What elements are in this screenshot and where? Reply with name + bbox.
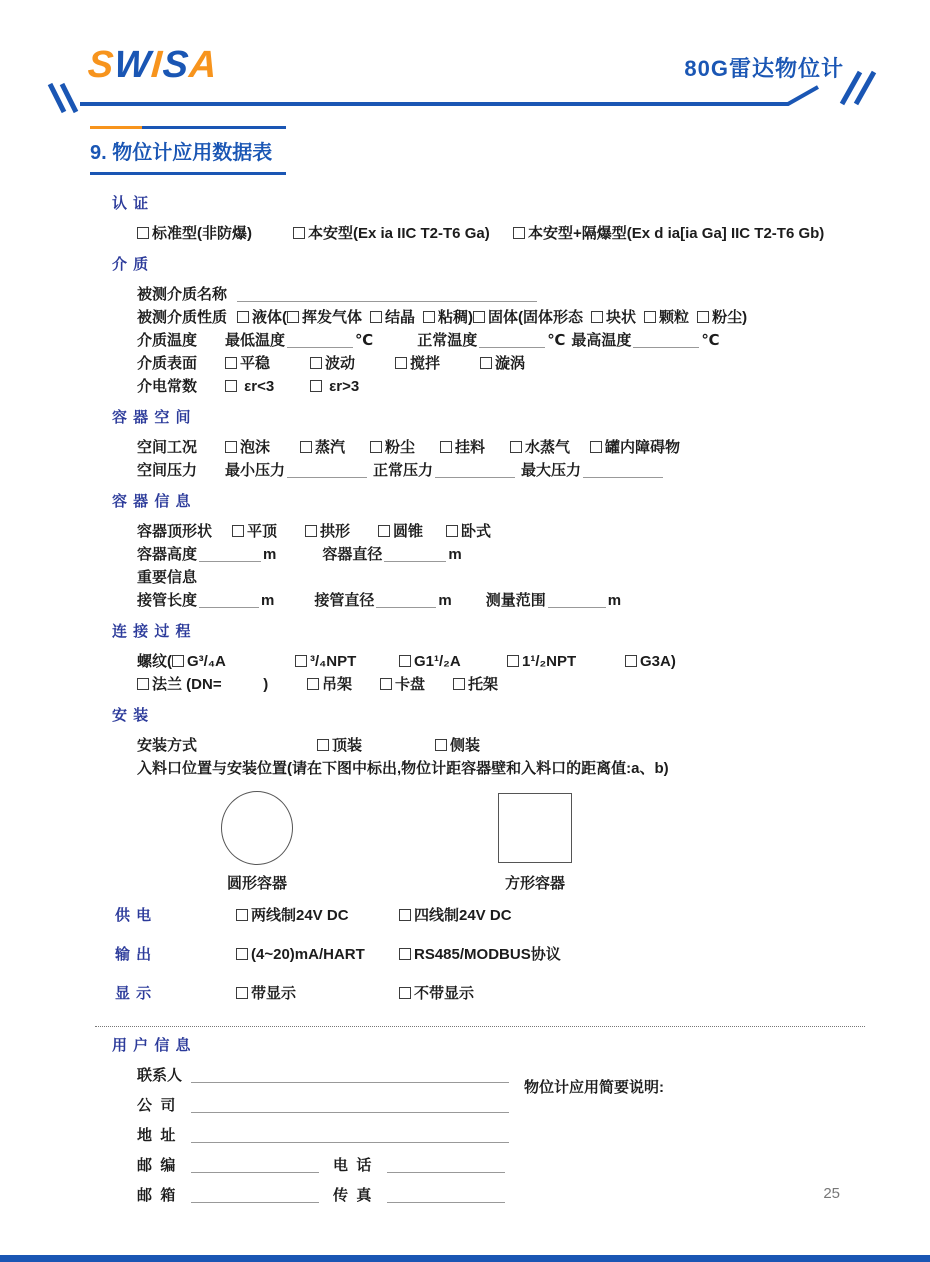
row-label: 安装方式 [137, 737, 198, 754]
checkbox-option [370, 436, 432, 459]
checkbox-option [287, 306, 362, 329]
field-text: 传 真 [333, 1187, 372, 1204]
blank-field [387, 1157, 505, 1173]
form-row [137, 283, 930, 306]
option-label: 吊架 [322, 676, 353, 693]
checkbox-option [237, 306, 287, 329]
checkbox [507, 655, 519, 667]
option-label: εr<3 [240, 378, 275, 395]
option-label: 粉尘) [712, 309, 748, 326]
option-label: 液体( [252, 309, 287, 326]
form-row [137, 520, 930, 543]
row-label: 介电常数 [137, 378, 198, 395]
section-label: 连 接 过 程 [112, 623, 192, 640]
checkbox [590, 441, 602, 453]
field-text: 电 话 [333, 1157, 372, 1174]
row-label: 容器顶形状 [137, 523, 213, 540]
row-label: 被测介质名称 [137, 286, 228, 303]
option-label: 拱形 [320, 523, 351, 540]
checkbox-option [399, 650, 499, 673]
field-text: ℃ [701, 332, 720, 349]
option-label: 波动 [325, 355, 356, 372]
checkbox-option [317, 734, 427, 757]
form-row [137, 757, 930, 780]
checkbox [399, 987, 411, 999]
checkbox [399, 909, 411, 921]
checkbox-option [510, 436, 582, 459]
form-row [137, 1184, 512, 1207]
form-row [137, 329, 930, 352]
field-text: ℃ [547, 332, 566, 349]
checkbox [370, 311, 382, 323]
section-medium [112, 256, 930, 398]
user-info-fields [112, 1064, 512, 1207]
application-note-label: 物位计应用简要说明: [524, 1079, 664, 1096]
checkbox-option [378, 520, 438, 543]
section-label: 认 证 [112, 195, 150, 212]
blank-field [191, 1187, 319, 1203]
blank-field [435, 462, 515, 478]
field-text: m [448, 546, 462, 563]
checkbox [300, 441, 312, 453]
checkbox-option [480, 352, 525, 375]
field-text: 邮 箱 [137, 1187, 176, 1204]
option-label: 不带显示 [414, 985, 475, 1002]
field-text: 螺纹( [137, 653, 172, 670]
checkbox-option [399, 982, 474, 1005]
option-label: 平稳 [240, 355, 271, 372]
row-label: 介质温度 [137, 332, 198, 349]
option-label: 粉尘 [385, 439, 416, 456]
checkbox-option [137, 673, 299, 696]
section-label: 容 器 空 间 [112, 409, 192, 426]
checkbox [399, 655, 411, 667]
form-row [137, 375, 930, 398]
checkbox [591, 311, 603, 323]
section-container-space [112, 409, 930, 482]
blank-field [191, 1067, 509, 1083]
checkbox-option [236, 943, 391, 966]
form-row [137, 1064, 512, 1087]
checkbox-option [399, 943, 561, 966]
checkbox [317, 739, 329, 751]
field-text: m [607, 592, 622, 609]
option-label: 泡沫 [240, 439, 271, 456]
form-row [137, 436, 930, 459]
checkbox-option [453, 673, 498, 696]
checkbox [236, 987, 248, 999]
section-label: 输 出 [115, 946, 153, 963]
checkbox [307, 678, 319, 690]
form-row [137, 306, 930, 329]
checkbox-option [380, 673, 445, 696]
option-label: εr>3 [325, 378, 360, 395]
checkbox-option [236, 904, 391, 927]
circle-container-label: 圆形容器 [226, 875, 287, 892]
checkbox-option [507, 650, 617, 673]
form-row [137, 650, 930, 673]
checkbox-option [232, 520, 297, 543]
checkbox [293, 227, 305, 239]
circle-container-block [215, 791, 299, 893]
checkbox-option [236, 982, 391, 1005]
checkbox [378, 525, 390, 537]
checkbox-option [225, 352, 302, 375]
checkbox [225, 357, 237, 369]
application-data-form [0, 195, 930, 1207]
square-container-label: 方形容器 [504, 875, 565, 892]
blank-field [387, 1187, 505, 1203]
checkbox-option [473, 306, 583, 329]
checkbox-option [310, 375, 359, 398]
blank-field [199, 546, 261, 562]
title-rule-blue-segment [142, 126, 286, 129]
option-label: 块状 [606, 309, 637, 326]
section-container-info [112, 493, 930, 612]
checkbox [380, 678, 392, 690]
checkbox [480, 357, 492, 369]
blank-field [548, 592, 606, 608]
checkbox-option [300, 436, 362, 459]
blank-field [384, 546, 446, 562]
checkbox-option [370, 306, 415, 329]
logo-letter: I [149, 44, 165, 86]
checkbox [395, 357, 407, 369]
checkbox-option [644, 306, 689, 329]
logo-letter: A [187, 44, 220, 86]
square-container-block [493, 791, 577, 893]
field-text: 正常温度 [417, 332, 478, 349]
option-label: 结晶 [385, 309, 416, 326]
row-label: 被测介质性质 [137, 309, 228, 326]
checkbox-option [697, 306, 747, 329]
option-label: G3A) [640, 653, 676, 670]
form-row [137, 566, 930, 589]
form-row [115, 943, 930, 973]
row-label: 介质表面 [137, 355, 198, 372]
checkbox [513, 227, 525, 239]
checkbox-option [307, 673, 372, 696]
title-rule-orange-segment [90, 126, 142, 129]
option-label: 顶装 [332, 737, 363, 754]
checkbox [423, 311, 435, 323]
blank-field [199, 592, 259, 608]
checkbox-option [225, 375, 302, 398]
option-label: 侧装 [450, 737, 481, 754]
checkbox [295, 655, 307, 667]
checkbox [435, 739, 447, 751]
blank-field [479, 332, 545, 348]
logo-letter: W [112, 44, 153, 86]
checkbox-option [395, 352, 472, 375]
blank-field [191, 1127, 509, 1143]
field-text: 重要信息 [137, 569, 198, 586]
checkbox [399, 948, 411, 960]
blank-field [633, 332, 699, 348]
checkbox-option [293, 222, 505, 245]
checkbox-option [423, 306, 473, 329]
blank-field [376, 592, 436, 608]
square-container-diagram [498, 793, 572, 863]
checkbox-option [625, 650, 676, 673]
section-display [112, 982, 930, 1012]
option-label: 水蒸气 [525, 439, 571, 456]
option-label: 罐内障碍物 [605, 439, 681, 456]
option-label: 两线制24V DC [251, 907, 349, 924]
option-label: ³/₄NPT [310, 653, 357, 670]
title-rule-top [90, 126, 286, 129]
field-text: ℃ [355, 332, 374, 349]
option-label: 搅拌 [410, 355, 441, 372]
title-rule-bottom [90, 172, 286, 175]
container-diagrams [112, 791, 930, 893]
checkbox [440, 441, 452, 453]
checkbox [446, 525, 458, 537]
checkbox-option [305, 520, 370, 543]
option-label: 本安型(Ex ia IIC T2-T6 Ga) [308, 225, 490, 242]
blank-field [237, 286, 537, 302]
checkbox [625, 655, 637, 667]
field-text: 邮 编 [137, 1157, 176, 1174]
field-text: 容器直径 [322, 546, 383, 563]
option-label: 四线制24V DC [414, 907, 512, 924]
checkbox [305, 525, 317, 537]
form-row [137, 1154, 512, 1177]
checkbox [137, 227, 149, 239]
checkbox-option [446, 520, 491, 543]
checkbox [225, 380, 237, 392]
checkbox [697, 311, 709, 323]
checkbox [172, 655, 184, 667]
blank-field [191, 1157, 319, 1173]
form-row [137, 673, 930, 696]
form-row [137, 1094, 512, 1117]
footer-bar [0, 1255, 930, 1262]
section-title-block [90, 126, 286, 175]
blank-field [287, 332, 353, 348]
section-label: 供 电 [115, 907, 153, 924]
field-text: 测量范围 [485, 592, 546, 609]
form-row [115, 904, 930, 934]
form-row [115, 982, 930, 1012]
checkbox-option [172, 650, 287, 673]
page-title: 9. 物位计应用数据表 [90, 142, 273, 164]
checkbox [473, 311, 485, 323]
checkbox-option [591, 306, 636, 329]
field-text: 最低温度 [225, 332, 286, 349]
option-label: (4~20)mA/HART [251, 946, 365, 963]
option-label: 颗粒 [659, 309, 690, 326]
form-row [137, 352, 930, 375]
checkbox-option [590, 436, 680, 459]
option-label: G1¹/₂A [414, 653, 461, 670]
doc-title: 80G雷达物位计 [684, 56, 844, 81]
checkbox [225, 441, 237, 453]
blank-field [191, 1097, 509, 1113]
checkbox [453, 678, 465, 690]
option-label: 漩涡 [495, 355, 526, 372]
section-label: 介 质 [112, 256, 150, 273]
checkbox [287, 311, 299, 323]
option-label: 平顶 [247, 523, 278, 540]
option-label: 1¹/₂NPT [522, 653, 577, 670]
option-label: 固体(固体形态 [488, 309, 584, 326]
option-label: 挂料 [455, 439, 486, 456]
checkbox-option [310, 352, 387, 375]
option-label: 标准型(非防爆) [152, 225, 252, 242]
checkbox-option [225, 436, 292, 459]
option-label: 蒸汽 [315, 439, 346, 456]
checkbox [236, 948, 248, 960]
field-text: 接管长度 [137, 592, 198, 609]
user-info-columns [112, 1064, 930, 1207]
section-user-info [112, 1037, 930, 1207]
form-row [137, 1124, 512, 1147]
field-text: m [261, 592, 275, 609]
header-rule [0, 0, 930, 125]
option-label: RS485/MODBUS协议 [414, 946, 561, 963]
row-label: 空间工况 [137, 439, 198, 456]
checkbox [644, 311, 656, 323]
blank-field [287, 462, 367, 478]
section-installation [112, 707, 930, 893]
row-label: 空间压力 [137, 462, 198, 479]
field-text: m [263, 546, 277, 563]
blank-field [583, 462, 663, 478]
checkbox [510, 441, 522, 453]
checkbox-option [435, 734, 480, 757]
field-text: 正常压力 [373, 462, 434, 479]
field-text: 最小压力 [225, 462, 286, 479]
form-row [137, 589, 930, 612]
field-text: 联系人 [137, 1067, 183, 1084]
dotted-divider [95, 1026, 865, 1027]
section-process-connection [112, 623, 930, 696]
checkbox [310, 357, 322, 369]
option-label: 本安型+隔爆型(Ex d ia[ia Ga] IIC T2-T6 Gb) [528, 225, 825, 242]
page-number: 25 [823, 1185, 840, 1202]
section-certification [112, 195, 930, 245]
option-label: 圆锥 [393, 523, 424, 540]
section-label: 用 户 信 息 [112, 1037, 192, 1054]
form-row [137, 543, 930, 566]
circle-container-diagram [221, 791, 293, 865]
checkbox [137, 678, 149, 690]
field-text: 入料口位置与安装位置(请在下图中标出,物位计距容器壁和入料口的距离值:a、b) [137, 760, 669, 777]
section-output [112, 943, 930, 973]
section-label: 安 装 [112, 707, 150, 724]
form-row [137, 459, 930, 482]
checkbox-option [440, 436, 502, 459]
logo-letter: S [161, 44, 191, 86]
checkbox-option [399, 904, 512, 927]
checkbox-option [137, 222, 285, 245]
checkbox [232, 525, 244, 537]
option-label: 托架 [468, 676, 499, 693]
section-label: 显 示 [115, 985, 153, 1002]
option-label: 粘稠) [438, 309, 474, 326]
option-label: 卡盘 [395, 676, 426, 693]
checkbox [370, 441, 382, 453]
logo-letter: S [86, 44, 116, 86]
field-text: 最大压力 [521, 462, 582, 479]
checkbox-option [513, 222, 824, 245]
field-text: 接管直径 [314, 592, 375, 609]
field-text: 公 司 [137, 1097, 176, 1114]
field-text: m [438, 592, 452, 609]
checkbox [310, 380, 322, 392]
option-label: 卧式 [461, 523, 492, 540]
field-text: 容器高度 [137, 546, 198, 563]
option-label: 带显示 [251, 985, 297, 1002]
section-label: 容 器 信 息 [112, 493, 192, 510]
option-label: G³/₄A [187, 653, 226, 670]
field-text: 地 址 [137, 1127, 176, 1144]
form-row [137, 734, 930, 757]
option-label: 挥发气体 [302, 309, 363, 326]
checkbox [237, 311, 249, 323]
checkbox [236, 909, 248, 921]
option-label: 法兰 (DN= ) [152, 676, 269, 693]
form-row [137, 222, 930, 245]
section-power [112, 904, 930, 934]
checkbox-option [295, 650, 391, 673]
field-text: 最高温度 [571, 332, 632, 349]
